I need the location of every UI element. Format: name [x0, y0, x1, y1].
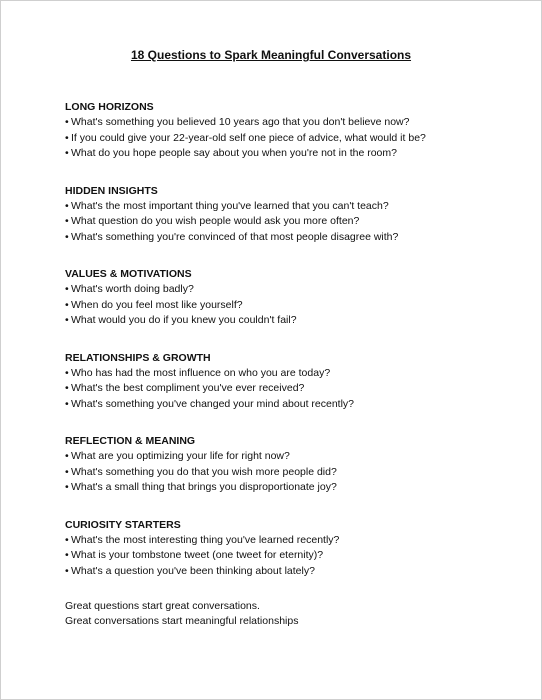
- bullet-icon: •: [65, 116, 69, 128]
- section-heading: REFLECTION & MEANING: [65, 435, 196, 447]
- section-relationships-growth: [65, 350, 525, 434]
- sections-container: [65, 99, 525, 600]
- question-text: What's something you do that you wish more people did?: [71, 465, 337, 478]
- bullet-icon: •: [65, 131, 69, 144]
- question-item: [65, 115, 525, 131]
- bullet-icon: •: [65, 397, 69, 410]
- bullet-icon: •: [65, 314, 69, 326]
- closing-text: [65, 599, 525, 628]
- question-item: [65, 548, 525, 564]
- bullet-icon: •: [65, 382, 69, 394]
- section-hidden-insights: [65, 183, 525, 267]
- question-text: What's a small thing that brings you disproportionate joy?: [71, 481, 337, 493]
- question-text: What's something you believed 10 years ago that you don't believe now?: [71, 116, 410, 128]
- question-text: What's something you're convinced of that most people disagree with?: [71, 230, 399, 243]
- bullet-icon: •: [65, 215, 69, 227]
- question-item: [65, 214, 525, 230]
- document-title: 18 Questions to Spark Meaningful Conversations: [130, 48, 412, 62]
- question-item: [65, 564, 525, 580]
- section-heading: HIDDEN INSIGHTS: [65, 184, 158, 197]
- bullet-icon: •: [65, 283, 69, 295]
- question-item: [65, 313, 525, 329]
- closing-line: Great questions start great conversations.: [65, 600, 260, 612]
- bullet-icon: •: [65, 549, 69, 561]
- section-heading: CURIOSITY STARTERS: [65, 518, 181, 531]
- section-reflection-meaning: [65, 433, 525, 517]
- section-long-horizons: [65, 99, 525, 183]
- question-item: [65, 146, 525, 162]
- question-item: [65, 397, 525, 413]
- question-text: What question do you wish people would ask you more often?: [71, 215, 360, 227]
- question-text: Who has had the most influence on who you are today?: [71, 366, 331, 379]
- section-heading: VALUES & MOTIVATIONS: [65, 268, 192, 280]
- question-item: [65, 282, 525, 298]
- question-item: [65, 449, 525, 465]
- question-text: What's the best compliment you've ever received?: [71, 382, 305, 394]
- question-text: If you could give your 22-year-old self one piece of advice, what would it be?: [71, 131, 426, 144]
- question-text: What are you optimizing your life for right now?: [71, 450, 290, 462]
- question-item: [65, 465, 525, 481]
- bullet-icon: •: [65, 298, 69, 311]
- question-item: [65, 480, 525, 496]
- bullet-icon: •: [65, 366, 69, 379]
- section-heading: RELATIONSHIPS & GROWTH: [65, 351, 211, 364]
- section-heading: LONG HORIZONS: [65, 101, 154, 113]
- bullet-icon: •: [65, 481, 69, 493]
- question-text: What's worth doing badly?: [71, 283, 194, 295]
- question-text: When do you feel most like yourself?: [71, 298, 243, 311]
- question-item: [65, 230, 525, 246]
- question-text: What's the most interesting thing you've learned recently?: [71, 533, 340, 546]
- question-item: [65, 298, 525, 314]
- question-text: What's a question you've been thinking about lately?: [71, 564, 315, 577]
- bullet-icon: •: [65, 564, 69, 577]
- question-item: [65, 533, 525, 549]
- closing-line: Great conversations start meaningful relationships: [65, 614, 299, 627]
- section-values-motivations: [65, 266, 525, 350]
- question-text: What's something you've changed your mind about recently?: [71, 397, 355, 410]
- bullet-icon: •: [65, 533, 69, 546]
- question-item: [65, 381, 525, 397]
- question-item: [65, 131, 525, 147]
- bullet-icon: •: [65, 230, 69, 243]
- question-item: [65, 199, 525, 215]
- question-text: What do you hope people say about you when you're not in the room?: [71, 147, 397, 159]
- section-curiosity-starters: [65, 517, 525, 601]
- bullet-icon: •: [65, 199, 69, 212]
- bullet-icon: •: [65, 147, 69, 159]
- bullet-icon: •: [65, 450, 69, 462]
- question-text: What's the most important thing you've learned that you can't teach?: [71, 199, 389, 212]
- question-text: What would you do if you knew you couldn't fail?: [71, 314, 297, 326]
- bullet-icon: •: [65, 465, 69, 478]
- question-text: What is your tombstone tweet (one tweet for eternity)?: [71, 549, 324, 561]
- question-item: [65, 366, 525, 382]
